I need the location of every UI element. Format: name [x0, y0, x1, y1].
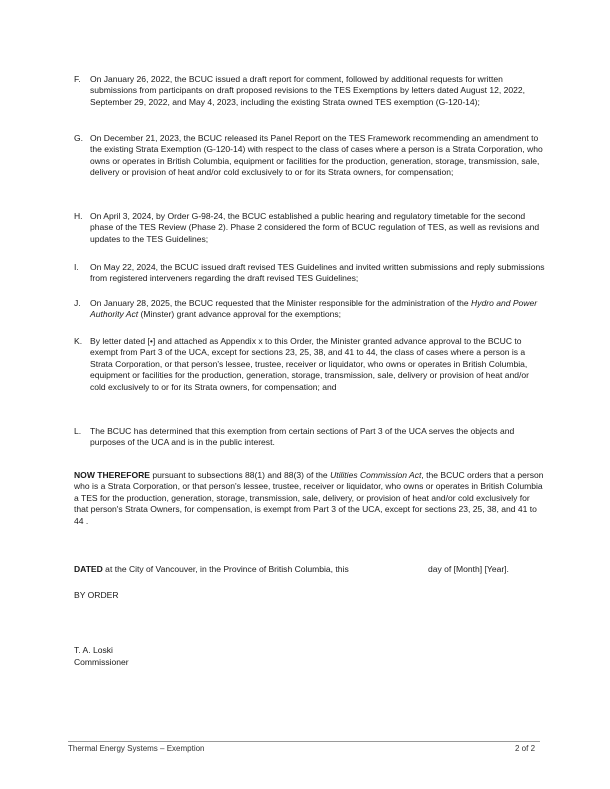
footer-divider [68, 741, 540, 742]
clause-text: On April 3, 2024, by Order G-98-24, the BCUC established a public hearing and regulatory timetable for the second phase of the TES Review (Phase 2). Phase 2 considered the form of BCUC regulation of TES, as well as revisions and updates to the TES Guidelines; [90, 211, 540, 244]
clause-letter: K. [74, 336, 83, 346]
clause-text: On May 22, 2024, the BCUC issued draft revised TES Guidelines and invited written submissions and reply submissions from registered interveners regarding the draft revised TES Guidelines; [90, 262, 545, 284]
clause-text-end: (Minster) grant advance approval for the exemptions; [138, 309, 341, 320]
act-name: Utilities Commission Act [330, 470, 422, 480]
clause-letter: L. [74, 426, 82, 436]
dated-text: at the City of Vancouver, in the Province of British Columbia, this [102, 564, 349, 574]
now-therefore-text-start: pursuant to subsections 88(1) and 88(3) of the [149, 470, 331, 480]
page-number: 2 of 2 [515, 744, 536, 753]
now-therefore-heading: NOW THEREFORE [74, 470, 150, 480]
clause-text: By letter dated [•] and attached as Appendix x to this Order, the Minister granted advance approval to the BCUC to exempt from Part 3 of the UCA, except for sections 23, 25, 38, and 41 to 44, the class of cases where a person is a Strata Corporation, or that person's lessee, trustee, receiver or liquidator, who owns or operates in British Columbia, equipment or facilities for the production, generation, storage, transmission, sale, delivery or provision of heat and/or cold exclusively to or for its Strata owners, for compensation; and [90, 336, 529, 392]
signatory-name: T. A. Loski [74, 645, 113, 655]
act-name: Hydro and Power Authority Act [90, 298, 538, 320]
clause-letter: I. [74, 262, 79, 272]
clause-letter: H. [74, 211, 83, 221]
dated-day-month-year: day of [Month] [Year]. [428, 564, 509, 574]
footer-title: Thermal Energy Systems – Exemption [68, 744, 205, 753]
clause-text: The BCUC has determined that this exemption from certain sections of Part 3 of the UCA serves the objects and purposes of the UCA and is in the public interest. [90, 426, 515, 448]
clause-text: On December 21, 2023, the BCUC released its Panel Report on the TES Framework recommending an amendment to the existing Strata Exemption (G-120-14) with respect to the class of cases where a person is a Strata Corporation, who owns or operates in British Columbia, equipment or facilities for the production, generation, storage, transmission, sale, delivery or provision of heat and/or cold exclusively to or for its Strata owners, for compensation; [90, 133, 543, 178]
dated-heading: DATED [74, 564, 103, 574]
clause-text [90, 298, 546, 321]
clause-letter: J. [74, 298, 81, 308]
clause-text-start: On January 28, 2025, the BCUC requested that the Minister responsible for the administration of the [90, 298, 472, 308]
now-therefore-text-end: , the BCUC orders that a person who is a Strata Corporation, or that person's lessee, trustee, receiver or liquidator, who owns or operates in British Columbia a TES for the production, generation, storage, transmission, sale, delivery, or provision of heat and/or cold exclusively for that person's Strata Owners, for compensation, is exempt from Part 3 of the UCA, except for sections 23, 25, 38, and 41 to 44 . [74, 470, 544, 526]
by-order: BY ORDER [74, 590, 119, 600]
clause-text: On January 26, 2022, the BCUC issued a draft report for comment, followed by additional requests for written submissions from participants on draft proposed revisions to the TES Exemptions by letters dated August 12, 2022, September 29, 2022, and May 4, 2023, including the existing Strata owned TES exemption (G-120-14); [90, 74, 526, 107]
clause-letter: F. [74, 74, 81, 84]
signatory-title: Commissioner [74, 657, 129, 667]
clause-letter: G. [74, 133, 84, 143]
now-therefore-paragraph [74, 470, 544, 527]
